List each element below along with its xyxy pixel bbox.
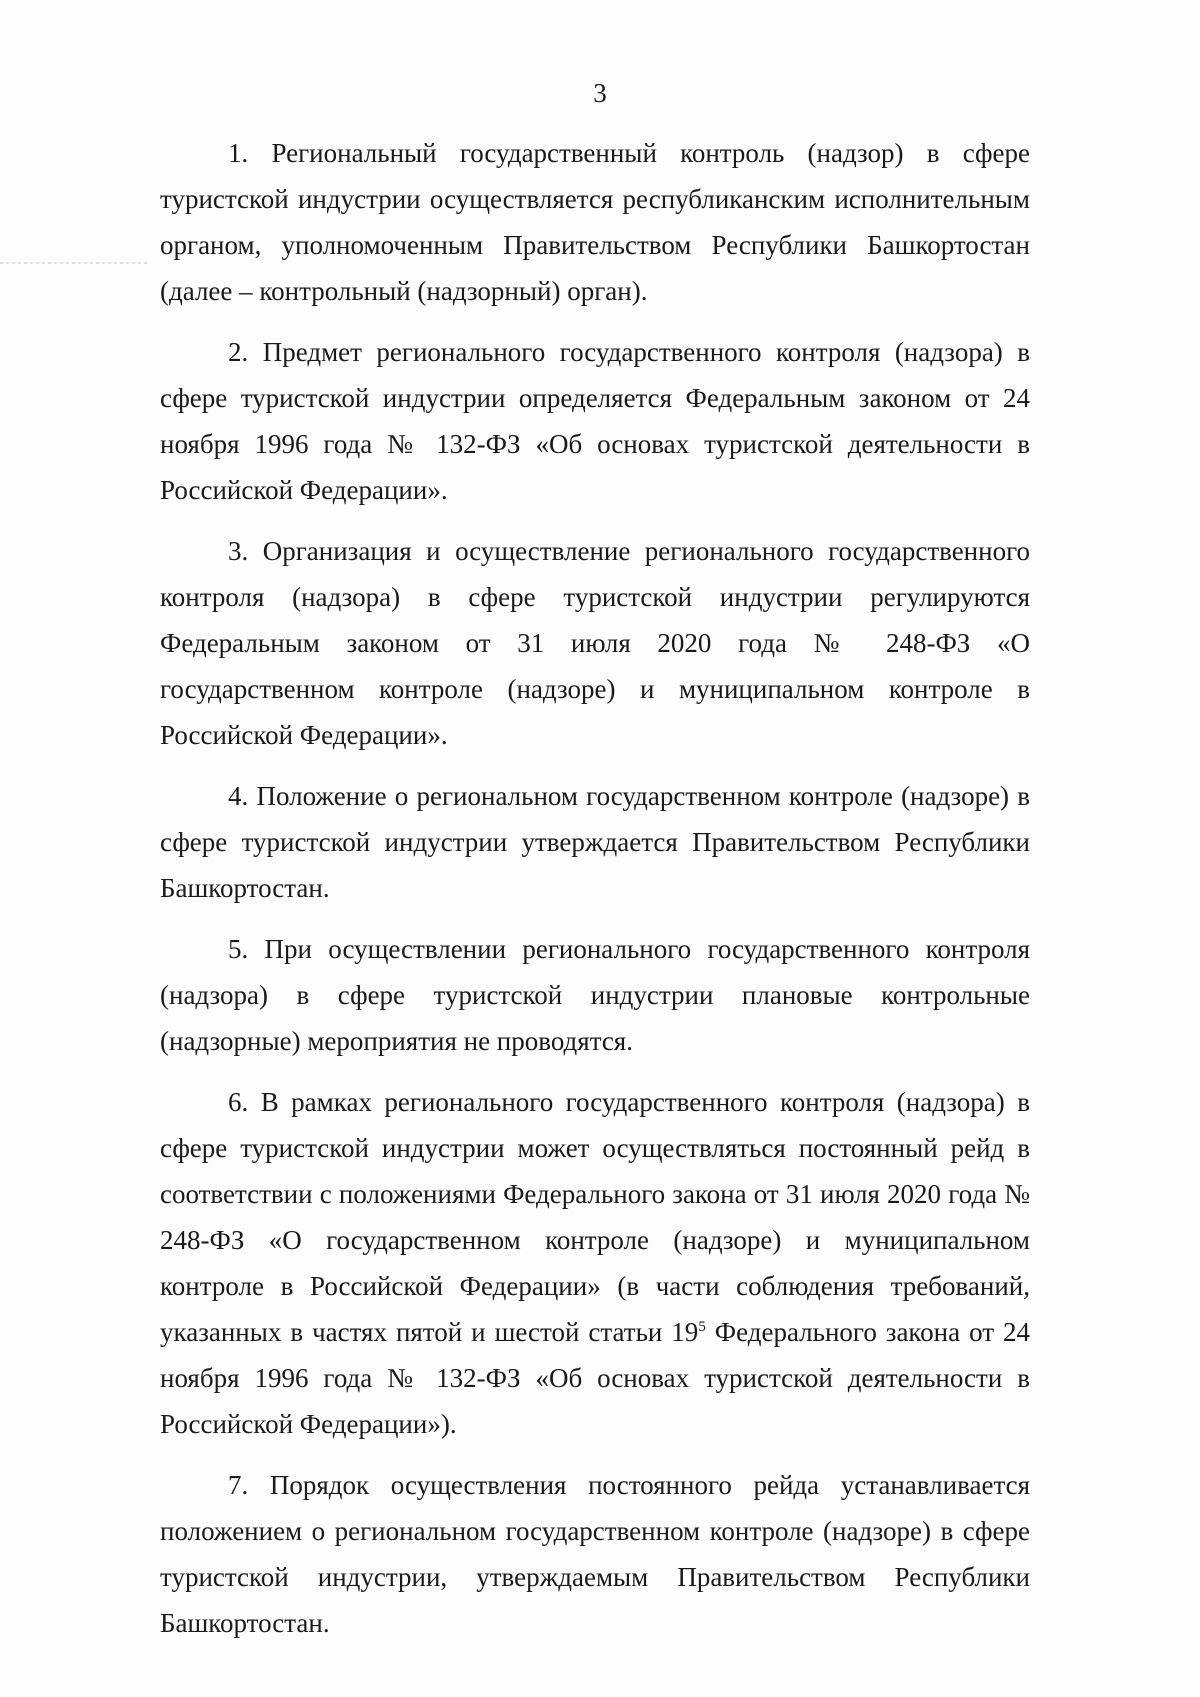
paragraph-6 xyxy=(160,1079,1030,1447)
paragraph-3: 3. Организация и осуществление регионального государственного контроля (надзора) в сфере туристской индустрии регулируются Федеральным законом от 31 июля 2020 года № 248-ФЗ «О государственном контроле (надзоре) и муниципальном контроле в Российской Федерации». xyxy=(160,536,1030,750)
paragraph-6-text-end: Федерального закона от 24 ноября 1996 года № 132-ФЗ «Об основах туристской деятельности в Российской Федерации»). xyxy=(160,1317,1030,1439)
scan-artifact xyxy=(0,262,150,264)
paragraph-6-text-start: 6. В рамках регионального государственного контроля (надзора) в сфере туристской индустрии может осуществляться постоянный рейд в соответствии с положениями Федерального закона от 31 июля 2020 года № 248-ФЗ «О государственном контроле (надзоре) и муниципальном контроле в Российской Федерации» (в части соблюдения требований, указанных в частях пятой и шестой статьи 19 xyxy=(160,1087,1030,1347)
article-superscript: 5 xyxy=(698,1319,706,1335)
paragraph-5: 5. При осуществлении регионального государственного контроля (надзора) в сфере туристской индустрии плановые контрольные (надзорные) мероприятия не проводятся. xyxy=(160,934,1030,1056)
paragraph-1: 1. Региональный государственный контроль (надзор) в сфере туристской индустрии осуществляется республиканским исполнительным органом, уполномоченным Правительством Республики Башкортостан (далее – контрольный (надзорный) орган). xyxy=(160,138,1030,306)
paragraph-7: 7. Порядок осуществления постоянного рейда устанавливается положением о региональном государственном контроле (надзоре) в сфере туристской индустрии, утверждаемым Правительством Республики Башкортостан. xyxy=(160,1470,1030,1638)
paragraph-4: 4. Положение о региональном государственном контроле (надзоре) в сфере туристской индустрии утверждается Правительством Республики Башкортостан. xyxy=(160,781,1030,903)
paragraph-2: 2. Предмет регионального государственного контроля (надзора) в сфере туристской индустрии определяется Федеральным законом от 24 ноября 1996 года № 132-ФЗ «Об основах туристской деятельности в Российской Федерации». xyxy=(160,337,1030,505)
document-body xyxy=(160,130,1030,1646)
page-number: 3 xyxy=(593,78,607,108)
